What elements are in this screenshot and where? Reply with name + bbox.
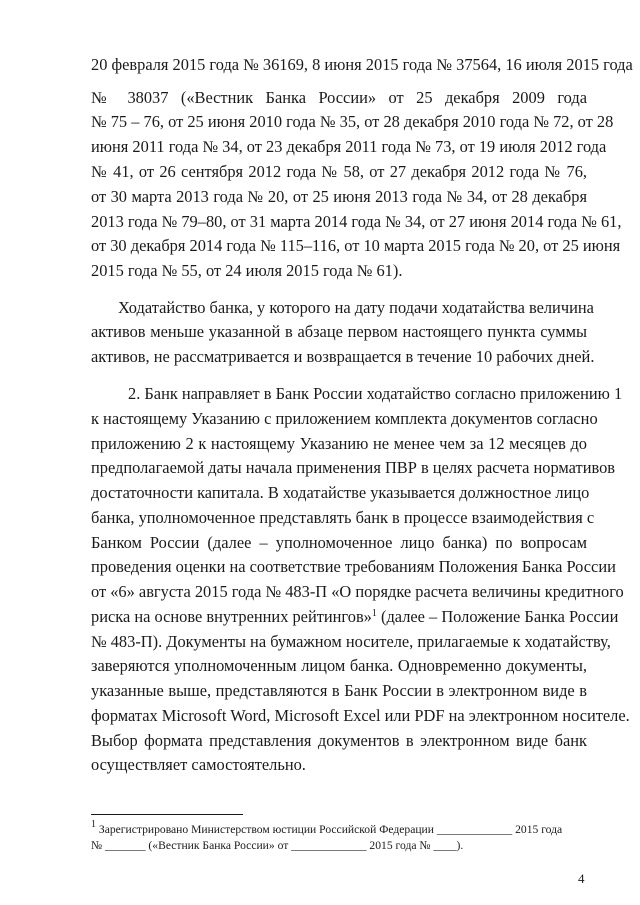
body-line: форматах Microsoft Word, Microsoft Excel или PDF на электронном носителе. [91,706,630,725]
footnote-line [91,819,587,837]
body-line: предполагаемой даты начала применения ПВР в целях расчета нормативов [91,458,616,477]
body-line: июня 2011 года № 34, от 23 декабря 2011 года № 73, от 19 июля 2012 года [91,137,607,156]
body-line: от «6» августа 2015 года № 483-П «О порядке расчета величины кредитного [91,582,624,601]
body-line: 2. Банк направляет в Банк России ходатайство согласно приложению 1 [128,384,623,403]
body-line: Банком России (далее – уполномоченное лицо банка) по вопросам [91,533,587,552]
body-line: достаточности капитала. В ходатайстве указывается должностное лицо [91,483,590,502]
body-line: указанные выше, представляются в Банк России в электронном виде в [91,681,587,700]
body-line: 2015 года № 55, от 24 июля 2015 года № 61). [91,261,403,280]
body-line: Ходатайство банка, у которого на дату подачи ходатайства величина [118,298,594,317]
body-line: № 38037 («Вестник Банка России» от 25 декабря 2009 года [91,88,587,107]
body-line-text: (далее – Положение Банка России [380,607,619,626]
body-line [91,607,619,627]
body-line: к настоящему Указанию с приложением комплекта документов согласно [91,409,598,428]
body-line: осуществляет самостоятельно. [91,755,306,774]
body-line: активов меньше указанной в абзаце первом настоящего пункта суммы [91,322,587,341]
body-line: приложению 2 к настоящему Указанию не менее чем за 12 месяцев до [91,434,587,453]
body-line: 20 февраля 2015 года № 36169, 8 июня 2015 года № 37564, 16 июля 2015 года [91,55,633,74]
footnote-line: № _______ («Вестник Банка России» от _____________ 2015 года № ____). [91,839,464,852]
body-line: Выбор формата представления документов в электронном виде банк [91,731,587,750]
body-line: № 41, от 26 сентября 2012 года № 58, от 27 декабря 2012 года № 76, [91,162,587,181]
footnote-reference: 1 [371,608,377,619]
footnote-divider [91,814,243,815]
page-number: 4 [578,871,585,886]
body-line-text: риска на основе внутренних рейтингов» [91,607,372,626]
body-line: № 75 – 76, от 25 июня 2010 года № 35, от 28 декабря 2010 года № 72, от 28 [91,112,614,131]
footnote-marker: 1 [91,819,96,830]
body-line: заверяются уполномоченным лицом банка. Одновременно документы, [91,656,587,675]
body-line: 2013 года № 79–80, от 31 марта 2014 года № 34, от 27 июня 2014 года № 61, [91,212,622,231]
footnote-text: Зарегистрировано Министерством юстиции Российской Федерации _____________ 2015 года [98,823,563,836]
body-line: № 483-П). Документы на бумажном носителе, прилагаемые к ходатайству, [91,632,611,651]
body-line: банка, уполномоченное представлять банк в процессе взаимодействия с [91,508,595,527]
body-line: от 30 декабря 2014 года № 115–116, от 10 марта 2015 года № 20, от 25 июня [91,236,621,255]
body-line: проведения оценки на соответствие требованиям Положения Банка России [91,557,616,576]
body-line: активов, не рассматривается и возвращается в течение 10 рабочих дней. [91,347,595,366]
body-line: от 30 марта 2013 года № 20, от 25 июня 2013 года № 34, от 28 декабря [91,187,587,206]
